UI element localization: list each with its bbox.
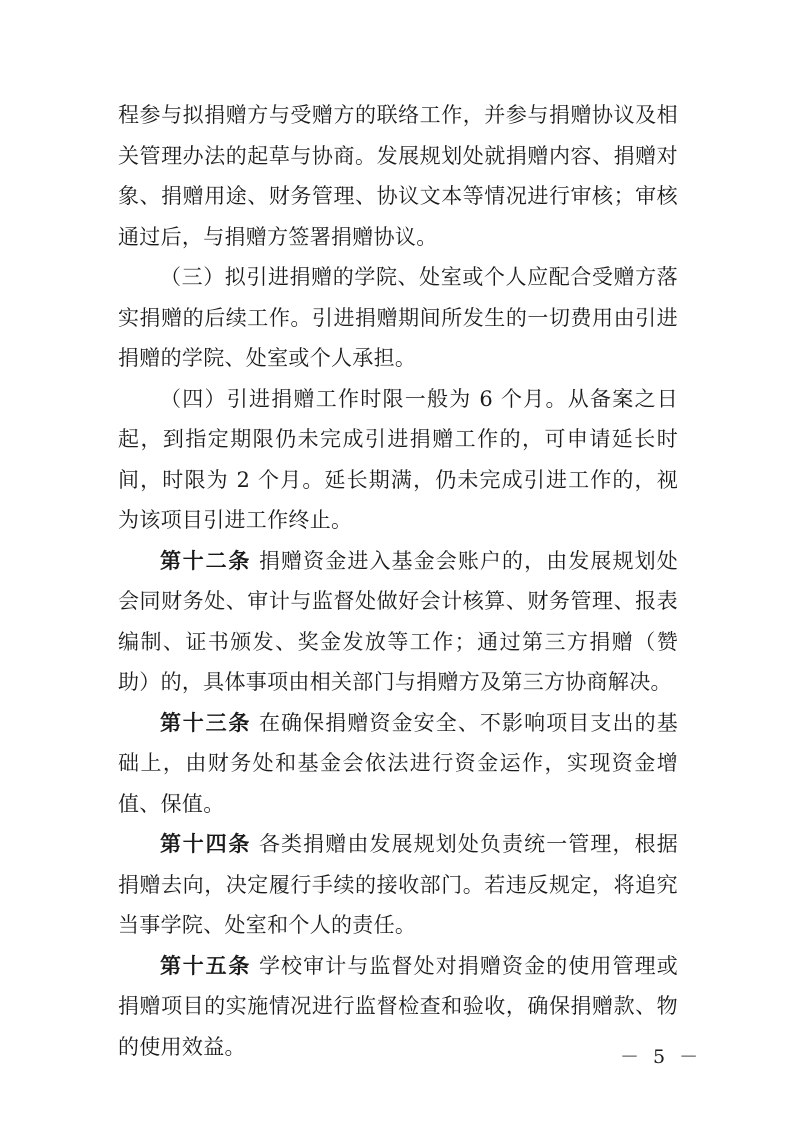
article-heading: 第十三条 [160,710,252,735]
document-body [118,95,678,1067]
paragraph-text: 程参与拟捐赠方与受赠方的联络工作，并参与捐赠协议及相关管理办法的起草与协商。发展规划处就捐赠内容、捐赠对象、捐赠用途、财务管理、协议文本等情况进行审核；审核通过后，与捐赠方签署捐赠协议。 [118,103,678,249]
paragraph-continuation [118,95,678,257]
page-number: － 5 － [620,1046,703,1068]
paragraph-article-14 [118,824,678,946]
paragraph-text: 在确保捐赠资金安全、不影响项目支出的基础上，由财务处和基金会依法进行资金运作，实现资金增值、保值。 [118,710,678,816]
paragraph-article-12 [118,541,678,703]
paragraph-text: 各类捐赠由发展规划处负责统一管理，根据捐赠去向，决定履行手续的接收部门。若违反规定，将追究当事学院、处室和个人的责任。 [118,832,678,937]
paragraph-text: （三）拟引进捐赠的学院、处室或个人应配合受赠方落实捐赠的后续工作。引进捐赠期间所发生的一切费用由引进捐赠的学院、处室或个人承担。 [118,265,678,370]
article-heading: 第十五条 [160,953,252,978]
paragraph-text: （四）引进捐赠工作时限一般为 6 个月。从备案之日起，到指定期限仍未完成引进捐赠工作的，可申请延长时间，时限为 2 个月。延长期满，仍未完成引进工作的，视为该项目引进工作终止。 [118,386,678,532]
paragraph-article-13 [118,703,678,825]
paragraph-item-3 [118,257,678,379]
paragraph-text: 捐赠资金进入基金会账户的，由发展规划处会同财务处、审计与监督处做好会计核算、财务管理、报表编制、证书颁发、奖金发放等工作；通过第三方捐赠（赞助）的，具体事项由相关部门与捐赠方及第三方协商解决。 [118,548,678,694]
paragraph-article-15 [118,946,678,1068]
article-heading: 第十二条 [160,548,252,573]
paragraph-item-4 [118,379,678,541]
article-heading: 第十四条 [160,832,252,856]
paragraph-text: 学校审计与监督处对捐赠资金的使用管理或捐赠项目的实施情况进行监督检查和验收，确保捐赠款、物的使用效益。 [118,953,678,1059]
